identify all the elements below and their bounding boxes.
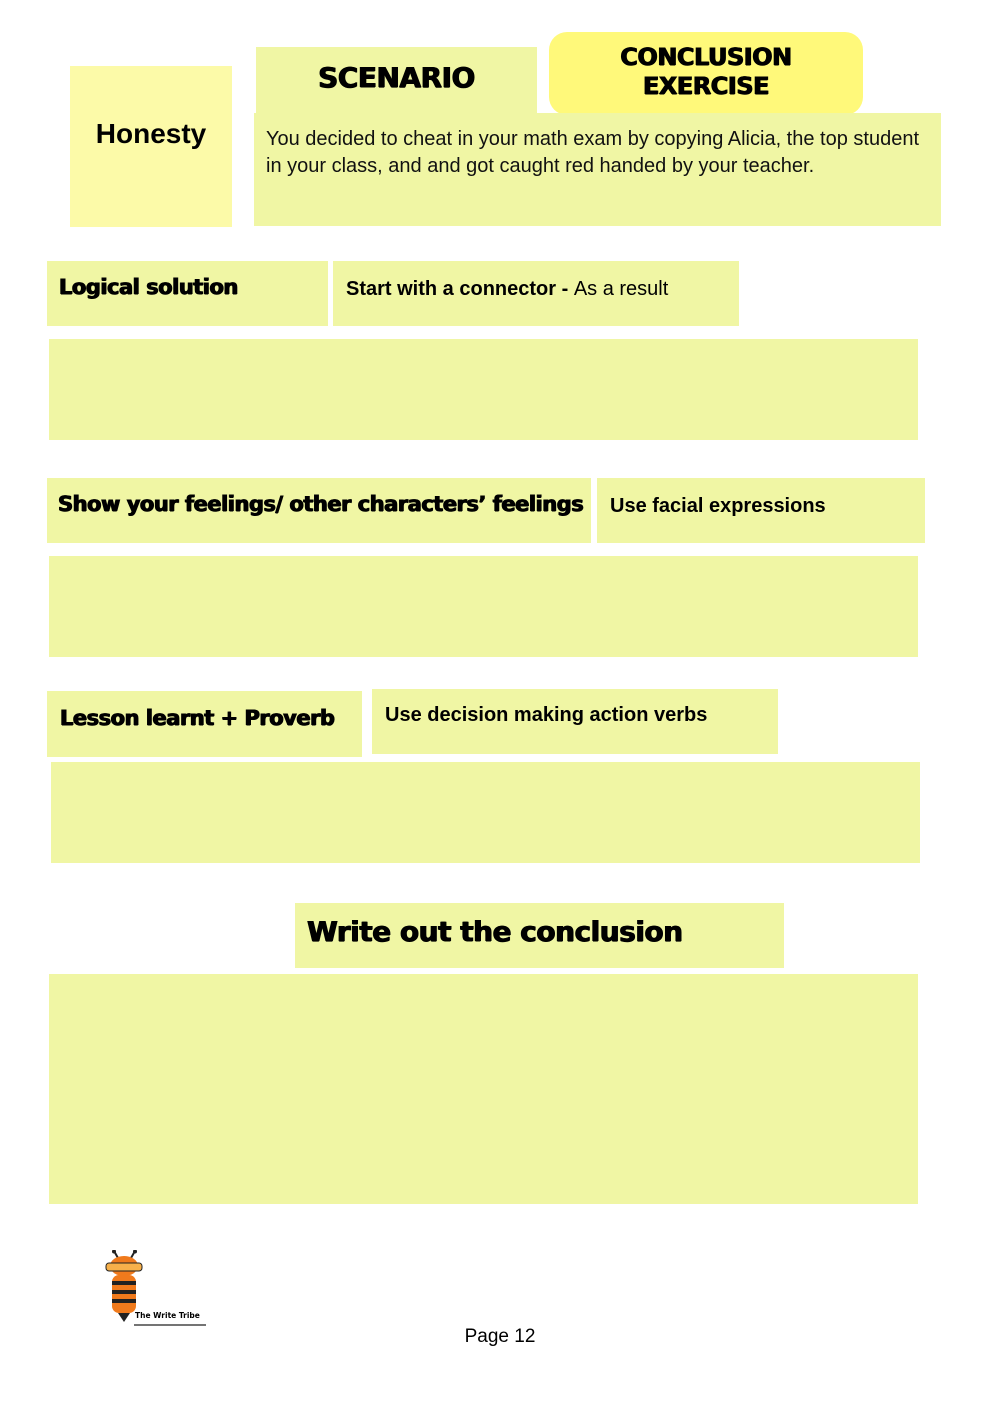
section-3-answer-area[interactable] bbox=[51, 762, 920, 863]
section-3-label: Lesson learnt + Proverb bbox=[60, 706, 335, 730]
section-1-label: Logical solution bbox=[59, 275, 238, 299]
final-label-box bbox=[295, 903, 784, 968]
section-2-hint bbox=[610, 495, 826, 518]
final-answer-area[interactable] bbox=[49, 974, 918, 1204]
section-3-hint bbox=[385, 704, 707, 727]
section-2-answer-area[interactable] bbox=[49, 556, 918, 657]
section-2-hint-box bbox=[597, 478, 925, 543]
section-3-hint-bold: Use decision making action verbs bbox=[385, 704, 708, 726]
section-1-label-box bbox=[47, 261, 328, 326]
scenario-title: SCENARIO bbox=[318, 61, 475, 94]
section-1-hint-rest: As a result bbox=[573, 278, 669, 300]
theme-label: Honesty bbox=[95, 118, 207, 149]
scenario-title-box bbox=[256, 47, 537, 117]
exercise-badge-line2: EXERCISE bbox=[643, 72, 769, 100]
final-label: Write out the conclusion bbox=[307, 915, 683, 948]
section-1-hint-bold: Start with a connector - bbox=[346, 278, 574, 300]
section-1-hint-box bbox=[333, 261, 739, 326]
exercise-badge bbox=[549, 32, 863, 115]
section-2-label: Show your feelings/ other characters’ feelings bbox=[58, 492, 584, 516]
section-1-hint bbox=[346, 278, 668, 301]
section-2-hint-bold: Use facial expressions bbox=[610, 495, 826, 517]
section-1-answer-area[interactable] bbox=[49, 339, 918, 440]
page-number: Page 12 bbox=[464, 1326, 536, 1347]
logo-text: The Write Tribe bbox=[135, 1311, 200, 1320]
section-3-hint-box bbox=[372, 689, 778, 754]
scenario-text-box bbox=[254, 113, 941, 226]
theme-box bbox=[70, 66, 232, 227]
write-tribe-logo bbox=[100, 1250, 210, 1328]
exercise-badge-line1: CONCLUSION bbox=[620, 43, 792, 71]
section-2-label-box bbox=[47, 478, 591, 543]
section-3-label-box bbox=[47, 691, 362, 757]
scenario-text: You decided to cheat in your math exam by copying Alicia, the top student in your class, and and got caught red handed by your teacher. bbox=[266, 128, 920, 177]
